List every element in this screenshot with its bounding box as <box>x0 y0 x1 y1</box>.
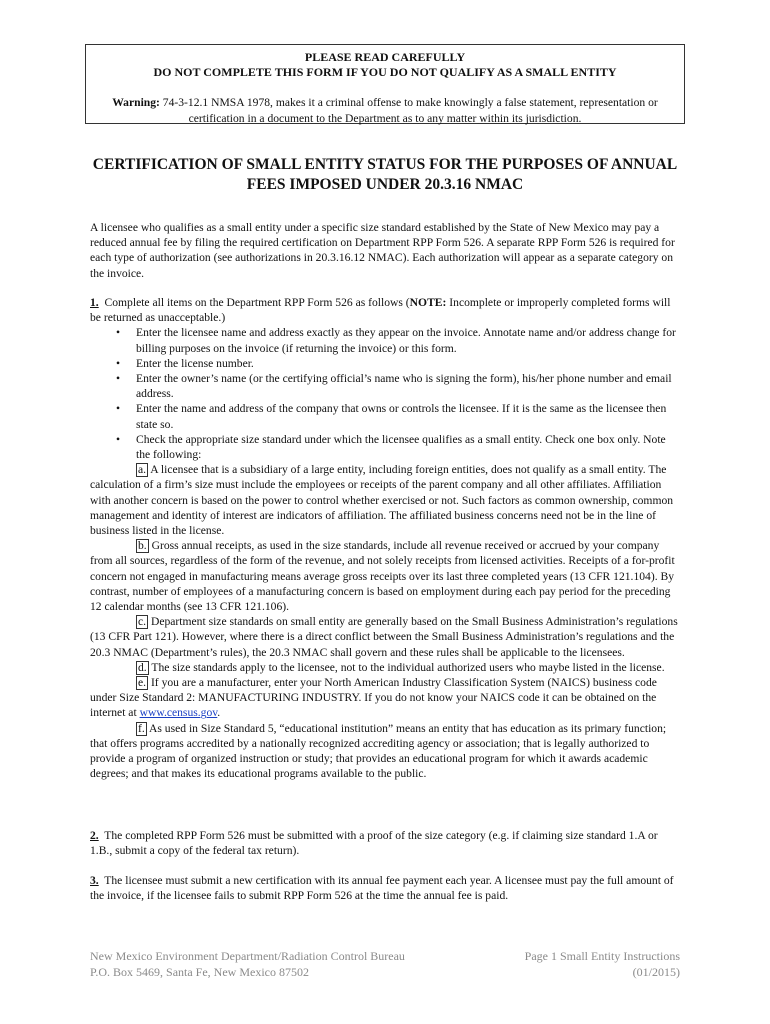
section-3-number: 3. <box>90 874 99 887</box>
note-e-label: e. <box>138 676 147 690</box>
warning-label: Warning: <box>112 96 160 109</box>
warning-text: 74-3-12.1 NMSA 1978, makes it a criminal offense to make knowingly a false statement, representation or certification in a document to the Department as to any matter within its jurisdiction. <box>162 96 658 125</box>
bullet-item: • Enter the licensee name and address exactly as they appear on the invoice. Annotate name and/or address change for billing purposes on the invoice (if returning the invoice) or this form. <box>90 325 680 355</box>
document-title <box>85 155 685 195</box>
note-e: e. If you are a manufacturer, enter your North American Industry Classification System (NAICS) business code under Size Standard 2: MANUFACTURING INDUSTRY. If you do not know your NAICS code it can be obtained on the internet at www.census.gov. <box>90 676 657 720</box>
note-label: NOTE: <box>409 296 447 309</box>
section-2 <box>90 828 680 858</box>
bullet-item: • Enter the license number. <box>90 356 680 371</box>
note-b: b. Gross annual receipts, as used in the size standards, include all revenue received or accrued by your company from all sources, regardless of the form of the revenue, and not solely receipts from licensed activities. Receipts of a for-profit concern not engaged in manufacturing means average gross receipts over its last three completed years (13 CFR 121.104). By contrast, number of employees of a manufacturing concern is based on employment during each pay period for the preceding 12 calendar months (see 13 CFR 121.106). <box>90 539 675 614</box>
bullet-item: • Enter the owner’s name (or the certifying official’s name who is signing the form), his/her phone number and email address. <box>90 371 680 401</box>
footer-address: P.O. Box 5469, Santa Fe, New Mexico 87502 <box>90 964 309 979</box>
section-3-text: The licensee must submit a new certification with its annual fee payment each year. A licensee must pay the full amount of the invoice, if the licensee fails to submit RPP Form 526 at the time the annual fee is paid. <box>90 874 674 903</box>
warning-box <box>85 44 685 124</box>
section-2-number: 2. <box>90 829 99 842</box>
note-f-label: f. <box>138 721 145 735</box>
bullet-item: • Check the appropriate size standard under which the licensee qualifies as a small entity. Check one box only. Note the following: <box>90 432 680 462</box>
note-a-label: a. <box>138 463 147 477</box>
footer-page-info: Page 1 Small Entity Instructions <box>524 949 680 963</box>
read-carefully-heading: PLEASE READ CAREFULLY <box>304 50 466 64</box>
do-not-complete-heading: DO NOT COMPLETE THIS FORM IF YOU DO NOT QUALIFY AS A SMALL ENTITY <box>153 65 617 79</box>
title-line-2: FEES IMPOSED UNDER 20.3.16 NMAC <box>246 176 524 193</box>
census-link[interactable]: www.census.gov <box>139 706 218 720</box>
footer-agency: New Mexico Environment Department/Radiation Control Bureau <box>90 949 405 963</box>
intro-paragraph: A licensee who qualifies as a small entity under a specific size standard established by the State of New Mexico may pay a reduced annual fee by filing the required certification on Department RPP Form 526. A separate RPP Form 526 is required for each type of authorization (see authorizations in 20.3.16.12 NMAC). Each authorization will appear as a separate category on the invoice. <box>90 221 675 280</box>
bullet-item: • Enter the name and address of the company that owns or controls the licensee. If it is the same as the licensee then state so. <box>90 401 680 431</box>
note-c: c. Department size standards on small entity are generally based on the Small Business Administration’s regulations (13 CFR Part 121). However, where there is a direct conflict between the Small Business Administration’s regulations and the 20.3 NMAC (Department’s rules), the 20.3 NMAC shall govern and these rules shall be applicable to the licensees. <box>90 615 678 659</box>
footer-revision-date: (01/2015) <box>632 964 680 979</box>
section-1-number: 1. <box>90 296 99 309</box>
section-1-intro: 1. Complete all items on the Department RPP Form 526 as follows (NOTE: Incomplete or improperly completed forms will be returned as unacceptable.) <box>90 296 671 325</box>
section-2-text: The completed RPP Form 526 must be submitted with a proof of the size category (e.g. if claiming size standard 1.A or 1.B., submit a copy of the federal tax return). <box>90 829 658 858</box>
footer-left <box>90 949 405 980</box>
section-3 <box>90 873 680 903</box>
note-c-label: c. <box>138 615 147 629</box>
note-d: d. The size standards apply to the licensee, not to the individual authorized users who maybe listed in the license. <box>138 660 665 674</box>
note-a: a. A licensee that is a subsidiary of a large entity, including foreign entities, does not qualify as a small entity. The calculation of a firm’s size must include the employees or receipts of the parent company and all other affiliates. Affiliation with another concern is based on the power to control whether exercised or not. Such factors as common ownership, common management and identity of interest are indicators of affiliation. The affiliated business concerns need not be in the line of business listed in the license. <box>90 463 674 538</box>
note-d-label: d. <box>138 660 147 674</box>
warning-statement <box>86 95 684 127</box>
note-b-label: b. <box>138 539 147 553</box>
section-1 <box>90 295 680 782</box>
footer-right <box>525 949 680 980</box>
title-line-1: CERTIFICATION OF SMALL ENTITY STATUS FOR THE PURPOSES OF ANNUAL <box>92 156 678 173</box>
note-f: f. As used in Size Standard 5, “educational institution” means an entity that has education as its primary function; that offers programs accredited by a nationally recognized accrediting agency or association; that is legally authorized to provide a program of organized instruction or study; that provides an educational program for which it awards academic degrees; and that makes its educational programs available to the public. <box>90 721 667 781</box>
